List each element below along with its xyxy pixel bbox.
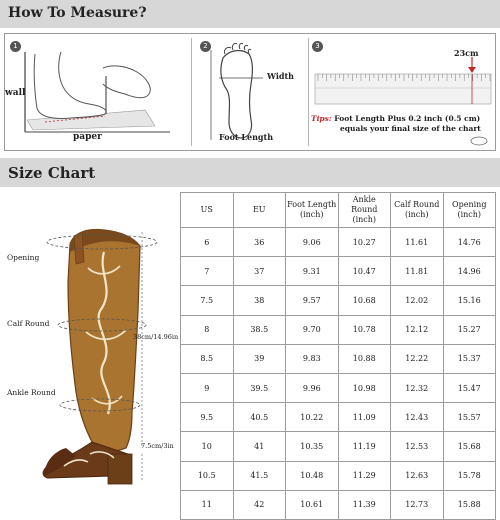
step-divider <box>191 38 192 146</box>
heel-height-label: 7.5cm/3in <box>141 442 174 450</box>
cell-foot-length: 10.61 <box>286 490 339 519</box>
cell-calf-round: 12.73 <box>391 490 444 519</box>
cell-calf-round: 12.53 <box>391 432 444 461</box>
step-3-badge: 3 <box>312 41 323 52</box>
cell-eu-size: 39 <box>233 344 286 373</box>
cell-us-size: 7 <box>181 257 234 286</box>
boot-illustration-panel <box>4 192 180 490</box>
cell-ankle-round: 11.19 <box>338 432 391 461</box>
cell-eu-size: 38.5 <box>233 315 286 344</box>
cell-us-size: 10 <box>181 432 234 461</box>
cell-opening: 15.37 <box>443 344 496 373</box>
table-row <box>181 490 496 519</box>
cell-calf-round: 12.32 <box>391 373 444 402</box>
table-row <box>181 257 496 286</box>
cell-ankle-round: 10.68 <box>338 286 391 315</box>
ankle-round-label: Ankle Round <box>7 388 56 397</box>
table-row <box>181 373 496 402</box>
table-row <box>181 315 496 344</box>
cell-calf-round: 12.43 <box>391 403 444 432</box>
tips-line-2: equals your final size of the chart <box>340 124 481 133</box>
cell-eu-size: 40.5 <box>233 403 286 432</box>
cell-eu-size: 41 <box>233 432 286 461</box>
foot-icon <box>467 134 491 148</box>
wall-label: wall <box>5 88 26 98</box>
cell-opening: 15.68 <box>443 432 496 461</box>
width-label: Width <box>267 71 294 81</box>
how-to-measure-banner <box>0 0 500 28</box>
cell-opening: 14.96 <box>443 257 496 286</box>
size-chart-title: Size Chart <box>8 164 96 182</box>
cell-foot-length: 9.31 <box>286 257 339 286</box>
cell-opening: 15.47 <box>443 373 496 402</box>
paper-label: paper <box>73 132 102 142</box>
size-chart-table <box>180 192 496 520</box>
cell-calf-round: 12.22 <box>391 344 444 373</box>
table-row <box>181 403 496 432</box>
cell-calf-round: 12.02 <box>391 286 444 315</box>
cell-eu-size: 39.5 <box>233 373 286 402</box>
column-header-calf-round: Calf Round (inch) <box>391 193 444 228</box>
column-header-ankle-round: Ankle Round (inch) <box>338 193 391 228</box>
cell-us-size: 9 <box>181 373 234 402</box>
cell-calf-round: 12.63 <box>391 461 444 490</box>
cell-us-size: 10.5 <box>181 461 234 490</box>
cell-foot-length: 10.35 <box>286 432 339 461</box>
opening-label: Opening <box>7 253 40 262</box>
size-chart-banner <box>0 158 500 187</box>
cell-us-size: 8.5 <box>181 344 234 373</box>
cell-opening: 15.88 <box>443 490 496 519</box>
step-divider <box>308 38 309 146</box>
table-row <box>181 432 496 461</box>
cell-calf-round: 11.81 <box>391 257 444 286</box>
table-body <box>181 228 496 520</box>
tips-line-1: Foot Length Plus 0.2 inch (0.5 cm) <box>334 114 481 123</box>
column-header-eu-size: EU <box>233 193 286 228</box>
cell-foot-length: 9.70 <box>286 315 339 344</box>
cell-us-size: 9.5 <box>181 403 234 432</box>
ruler-illustration <box>310 34 496 114</box>
measure-instructions-panel <box>4 33 496 151</box>
cell-ankle-round: 11.39 <box>338 490 391 519</box>
cell-eu-size: 37 <box>233 257 286 286</box>
ruler-mark-label: 23cm <box>454 48 479 58</box>
cell-eu-size: 42 <box>233 490 286 519</box>
table-header-row <box>181 193 496 228</box>
cell-foot-length: 10.48 <box>286 461 339 490</box>
cell-opening: 15.57 <box>443 403 496 432</box>
cell-ankle-round: 11.29 <box>338 461 391 490</box>
cell-foot-length: 9.06 <box>286 228 339 257</box>
table-row <box>181 286 496 315</box>
cell-foot-length: 9.96 <box>286 373 339 402</box>
cell-ankle-round: 10.27 <box>338 228 391 257</box>
table-row <box>181 461 496 490</box>
table-row <box>181 344 496 373</box>
cell-opening: 14.76 <box>443 228 496 257</box>
column-header-opening: Opening (inch) <box>443 193 496 228</box>
cell-foot-length: 9.83 <box>286 344 339 373</box>
cell-ankle-round: 11.09 <box>338 403 391 432</box>
cell-foot-length: 9.57 <box>286 286 339 315</box>
cell-ankle-round: 10.47 <box>338 257 391 286</box>
cell-eu-size: 36 <box>233 228 286 257</box>
cell-opening: 15.27 <box>443 315 496 344</box>
cell-calf-round: 12.12 <box>391 315 444 344</box>
tips-label: Tips: <box>311 114 332 123</box>
calf-round-label: Calf Round <box>7 319 50 328</box>
column-header-us-size: US <box>181 193 234 228</box>
cell-us-size: 7.5 <box>181 286 234 315</box>
foot-length-label: Foot Length <box>219 132 274 142</box>
cell-eu-size: 38 <box>233 286 286 315</box>
cell-ankle-round: 10.78 <box>338 315 391 344</box>
how-to-measure-title: How To Measure? <box>8 5 147 21</box>
cell-calf-round: 11.61 <box>391 228 444 257</box>
cell-ankle-round: 10.98 <box>338 373 391 402</box>
cell-us-size: 8 <box>181 315 234 344</box>
cell-us-size: 6 <box>181 228 234 257</box>
table-row <box>181 228 496 257</box>
cell-ankle-round: 10.88 <box>338 344 391 373</box>
tips-note <box>311 114 481 134</box>
column-header-foot-length: Foot Length (inch) <box>286 193 339 228</box>
shaft-height-label: 38cm/14.96in <box>133 333 179 341</box>
step-2-badge: 2 <box>200 41 211 52</box>
cell-opening: 15.16 <box>443 286 496 315</box>
cell-eu-size: 41.5 <box>233 461 286 490</box>
cell-us-size: 11 <box>181 490 234 519</box>
cell-foot-length: 10.22 <box>286 403 339 432</box>
step-1-badge: 1 <box>10 41 21 52</box>
cell-opening: 15.78 <box>443 461 496 490</box>
